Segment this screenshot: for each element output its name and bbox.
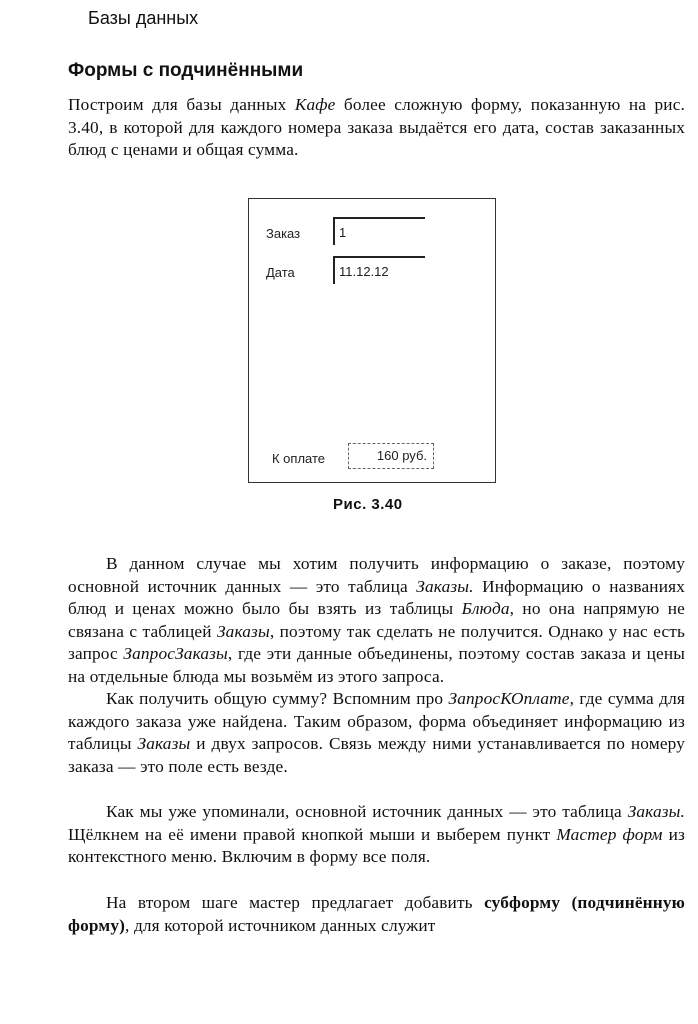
body-paragraph (68, 553, 685, 688)
italic-term: Заказы (137, 734, 191, 753)
form-figure (248, 198, 496, 483)
date-field[interactable]: 11.12.12 (333, 256, 425, 284)
text: , но она напрямую не связана с таблицей (68, 599, 685, 641)
body-paragraph (68, 801, 685, 869)
total-field[interactable]: 160 руб. (348, 443, 434, 469)
text: , для которой источником данных служит (125, 915, 436, 935)
db-name-italic: Кафе (294, 95, 336, 114)
text: , где эти данные объединены, поэтому состав заказа и цены на отдельные блюда мы возьмём из этого запроса. (68, 644, 685, 686)
italic-term: ЗапросКОплате (448, 689, 570, 708)
date-label: Дата (266, 265, 295, 280)
text: Как мы уже упоминали, основной источник данных — это таблица (106, 802, 628, 821)
italic-term: Заказы (216, 621, 270, 641)
text: Как получить общую сумму? Вспомним про (106, 689, 449, 708)
intro-text: Построим для базы данных (68, 95, 295, 114)
text: Щёлкнем на её имени правой кнопкой мыши и выберем пункт (68, 824, 557, 844)
text: из контекстного меню. Включим в форму все поля. (68, 824, 685, 866)
bold-term: субформу (подчинённую форму) (68, 893, 685, 935)
text: , поэтому так сделать не получится. Однако у нас есть запрос (68, 621, 686, 663)
intro-paragraph (68, 94, 685, 162)
italic-term: Мастер форм (556, 824, 663, 844)
italic-term: Заказы. (416, 576, 474, 596)
text: и двух запросов. Связь между ними устанавливается по номеру заказа — это поле есть везде. (68, 734, 686, 776)
order-label: Заказ (266, 226, 301, 241)
italic-term: Блюда (461, 599, 510, 618)
text: В данном случае мы хотим получить информацию о заказе, поэтому основной источник данных — это таблица (68, 554, 685, 596)
body-paragraph (68, 892, 685, 937)
italic-term: Заказы. (627, 802, 685, 821)
figure-caption: Рис. 3.40 (333, 496, 403, 513)
text: На втором шаге мастер предлагает добавить (106, 893, 485, 912)
body-paragraph (68, 688, 685, 778)
total-label: К оплате (272, 451, 326, 466)
order-field[interactable]: 1 (333, 217, 425, 245)
italic-term: ЗапросЗаказы (123, 644, 228, 663)
section-heading: Формы с подчинёнными (68, 60, 304, 81)
text: , где сумма для каждого заказа уже найдена. Таким образом, форма объединяет информацию из таблицы (68, 689, 685, 753)
running-header: Базы данных (88, 8, 199, 28)
text: Информацию о названиях блюд и ценах можно было бы взять из таблицы (68, 576, 685, 618)
intro-text: более сложную форму, показанную на рис. 3.40, в которой для каждого номера заказа выдаётся его дата, состав заказанных блюд с ценами и общая сумма. (68, 95, 685, 159)
